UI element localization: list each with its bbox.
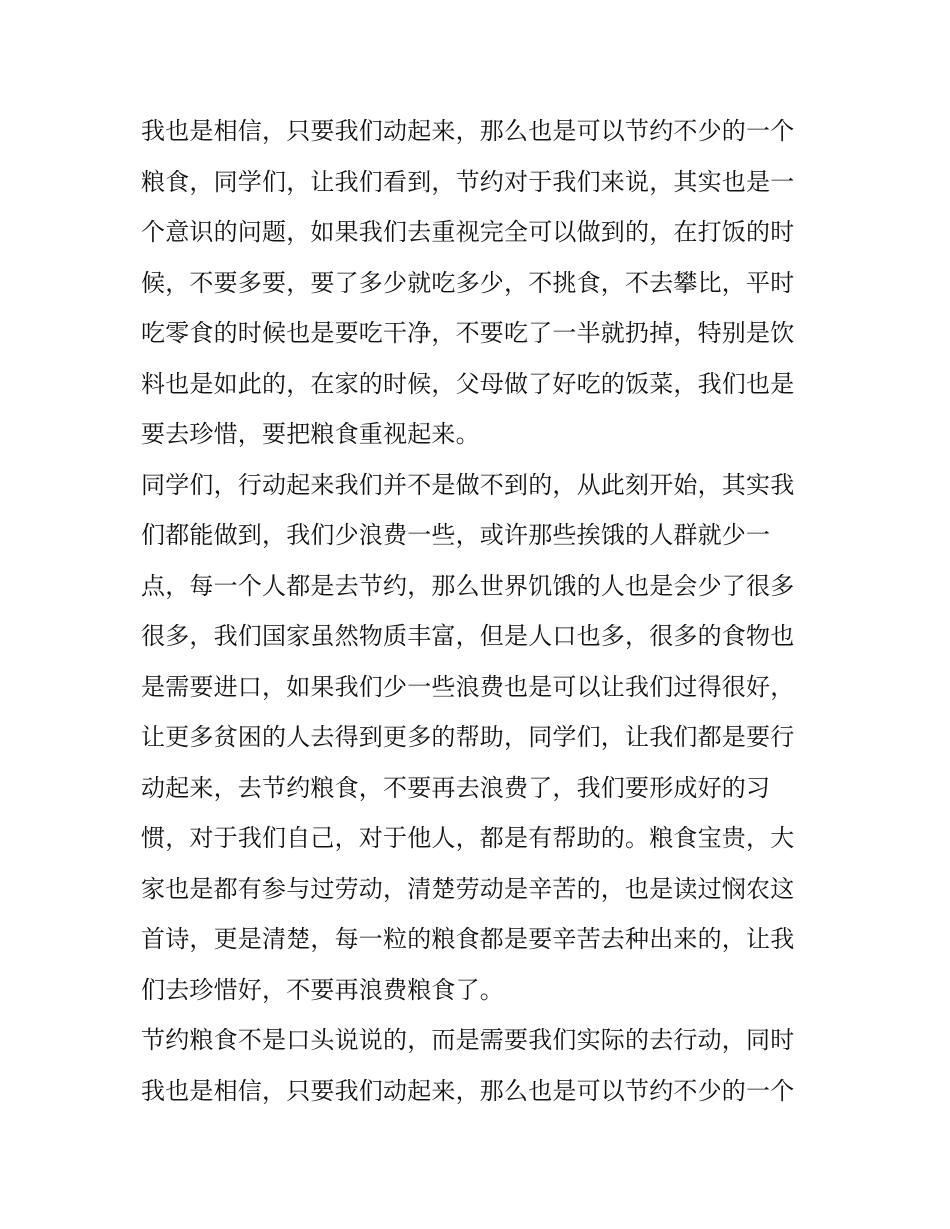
text-line: 让更多贫困的人去得到更多的帮助，同学们，让我们都是要行 (141, 723, 795, 751)
body-text (141, 106, 821, 1116)
text-line: 家也是都有参与过劳动，清楚劳动是辛苦的，也是读过悯农这 (141, 874, 795, 903)
text-line: 同学们，行动起来我们并不是做不到的，从此刻开始，其实我 (141, 470, 795, 499)
text-line: 我也是相信，只要我们动起来，那么也是可以节约不少的一个 (141, 117, 795, 145)
text-line: 是需要进口，如果我们少一些浪费也是可以让我们过得很好， (141, 672, 795, 701)
text-line: 个意识的问题，如果我们去重视完全可以做到的，在打饭的时 (141, 218, 795, 246)
text-line: 要去珍惜，要把粮食重视起来。 (141, 420, 480, 448)
text-line: 们都能做到，我们少浪费一些，或许那些挨饿的人群就少一 (141, 521, 771, 549)
text-line: 候，不要多要，要了多少就吃多少，不挑食，不去攀比，平时 (141, 268, 795, 297)
text-line: 点，每一个人都是去节约，那么世界饥饿的人也是会少了很多 (141, 571, 795, 600)
text-line: 我也是相信，只要我们动起来，那么也是可以节约不少的一个 (141, 1076, 795, 1105)
text-line: 动起来，去节约粮食，不要再去浪费了，我们要形成好的习 (141, 773, 771, 802)
text-line: 们去珍惜好，不要再浪费粮食了。 (141, 975, 504, 1004)
text-line: 料也是如此的，在家的时候，父母做了好吃的饭菜，我们也是 (141, 369, 795, 398)
text-line: 节约粮食不是口头说说的，而是需要我们实际的去行动，同时 (141, 1026, 795, 1054)
text-line: 首诗，更是清楚，每一粒的粮食都是要辛苦去种出来的，让我 (141, 925, 795, 953)
text-line: 很多，我们国家虽然物质丰富，但是人口也多，很多的食物也 (141, 622, 795, 650)
text-line: 惯，对于我们自己，对于他人，都是有帮助的。粮食宝贵，大 (141, 824, 795, 852)
text-line: 粮食，同学们，让我们看到，节约对于我们来说，其实也是一 (141, 167, 795, 196)
text-line: 吃零食的时候也是要吃干净，不要吃了一半就扔掉，特别是饮 (141, 319, 795, 347)
